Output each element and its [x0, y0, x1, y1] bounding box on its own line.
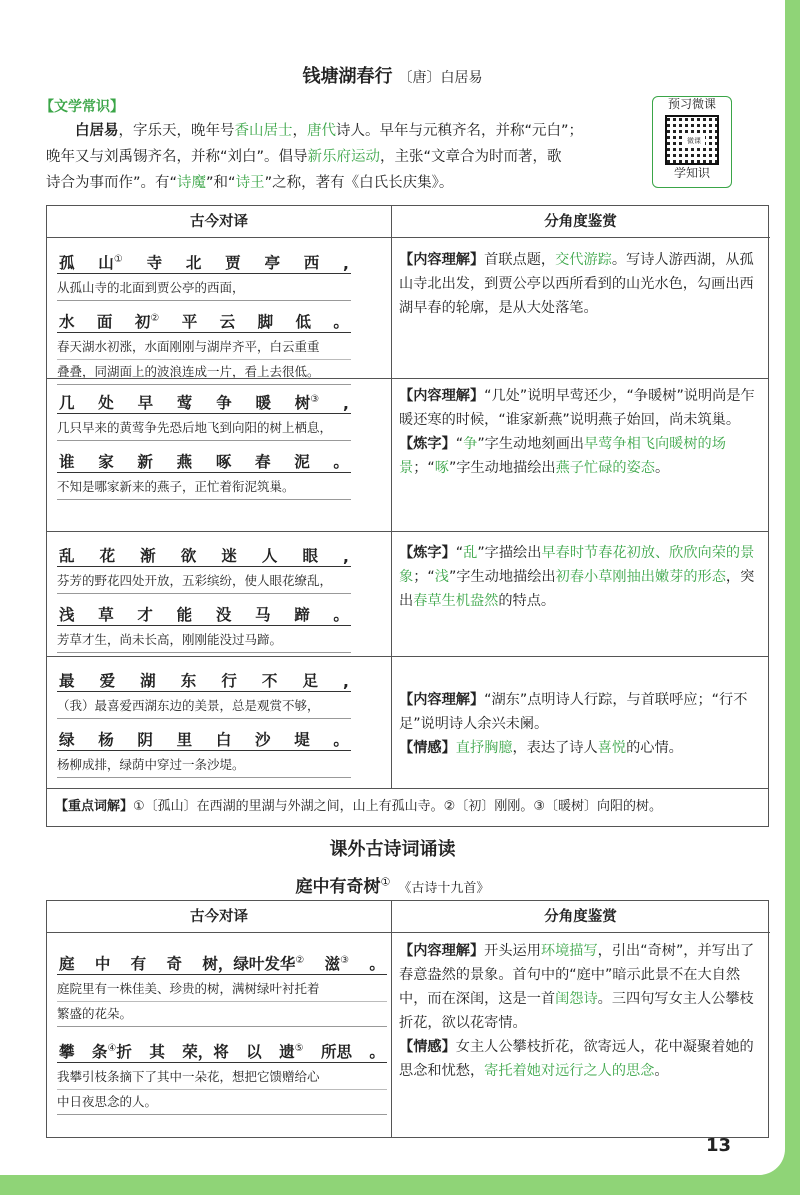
text-run: ，表达了诗人	[512, 740, 598, 756]
section-label: 【文学常识】	[40, 99, 124, 115]
footnote-mark: ④	[107, 1042, 117, 1054]
text-run: “	[455, 436, 464, 452]
poem-char: 足	[302, 672, 318, 690]
poem-char: 乱	[59, 547, 75, 565]
text-run: 浅	[434, 569, 449, 585]
poem-char: 初②	[134, 312, 160, 331]
text-run: 早莺争相飞向暖树的场景	[399, 436, 726, 476]
text-run: 啄	[434, 460, 449, 476]
translation-cell	[57, 242, 351, 385]
text-run: 。三四句写女主人公攀枝折花，欲以花寄情。	[399, 991, 754, 1031]
translation-line: 庭院里有一株佳美、珍贵的树，满树绿叶衬托着	[57, 977, 387, 1002]
translation-text	[57, 753, 351, 778]
analysis-para	[399, 541, 763, 613]
text-run: 初春小草刚抽出嫩芽的形态	[555, 569, 726, 585]
poem-char: 。	[369, 1043, 385, 1061]
footnote-mark: ⑤	[294, 1042, 304, 1054]
poem2-table	[46, 900, 769, 1138]
poem-char: 没	[215, 606, 232, 624]
footnote-mark: ②	[295, 954, 305, 966]
text-run: 女主人公攀枝折花，欲寄远人，花中凝聚着她的思念和忧愁，	[399, 1039, 754, 1079]
poem-line	[57, 600, 351, 626]
text-run: 开头运用	[484, 943, 541, 959]
analysis-tag: 【内容理解】	[399, 388, 485, 404]
poem-char: 其	[149, 1043, 165, 1061]
poem2-title	[0, 872, 785, 897]
poem-char: 暖	[255, 394, 271, 412]
analysis-cell	[399, 688, 763, 760]
poem-line	[57, 1037, 387, 1063]
poem-char: 阴	[137, 731, 153, 749]
side-tab	[785, 0, 800, 1195]
poem-char: 迷	[221, 547, 237, 565]
poem-char: 脚	[257, 313, 274, 331]
analysis-tag: 【内容理解】	[399, 252, 485, 268]
analysis-para	[399, 432, 763, 480]
text-run: 诗人。早年与元稹齐名，并称“元白”；	[336, 123, 584, 139]
poem-char: 堤	[294, 731, 310, 749]
column-divider	[391, 206, 392, 788]
poem-char: 遗⑤	[279, 1042, 304, 1061]
analysis-cell	[399, 541, 763, 613]
poem-char: ,	[343, 548, 349, 566]
poem-char: 里	[176, 731, 193, 749]
poem-char: 。	[333, 606, 349, 624]
poem2-title-text: 庭中有奇树①	[295, 875, 391, 897]
translation-cell	[57, 535, 351, 653]
poem-line	[57, 949, 387, 975]
poem2-author: 《古诗十九首》	[398, 881, 490, 896]
text-run: 早春时节春花初放、欣欣向荣的景象	[399, 545, 755, 585]
text-run: 寄托着她对远行之人的思念	[484, 1063, 655, 1079]
analysis-tag: 【情感】	[399, 1039, 456, 1055]
poem-char: 山①	[98, 253, 123, 272]
text-run: 燕子忙碌的姿态	[555, 460, 655, 476]
text-run: 的心情。	[626, 740, 683, 756]
poem-char: 莺	[176, 394, 193, 412]
text-run: 香山居士	[234, 123, 293, 139]
poem-char: 处	[98, 394, 114, 412]
poem-char: 有	[130, 955, 147, 973]
analysis-cell	[399, 939, 763, 1083]
poem-char: 浅	[59, 606, 75, 624]
text-run: 。	[654, 460, 670, 476]
text-run: 的特点。	[498, 593, 556, 609]
text-run: ”字生动地刻画出	[477, 436, 584, 452]
text-run: 首联点题，	[484, 252, 556, 268]
poem-char: 争	[216, 394, 232, 412]
analysis-para	[399, 1035, 763, 1083]
poem-char: 早	[137, 394, 154, 412]
text-run: ；“	[413, 460, 435, 476]
qr-badge: 微课	[683, 135, 705, 147]
translation-line: 繁盛的花朵。	[57, 1006, 133, 1021]
poem-char: 人	[261, 547, 278, 565]
poem-char: 。	[333, 313, 349, 331]
poem-char: 云	[219, 313, 236, 331]
poem-char: 不	[261, 672, 278, 690]
analysis-para	[399, 939, 763, 1035]
analysis-para	[399, 248, 763, 320]
translation-line: 我攀引枝条摘下了其中一朵花，想把它馈赠给心	[57, 1065, 387, 1090]
header-right: 分角度鉴赏	[391, 206, 770, 238]
poem-line	[57, 541, 351, 567]
key-words-notes	[47, 790, 662, 823]
translation-cell	[57, 939, 387, 1115]
analysis-tag: 【炼字】	[399, 545, 456, 561]
poem-line	[57, 248, 351, 274]
poem-char: ,	[343, 673, 349, 691]
text-run: 春草生机盎然	[413, 593, 499, 609]
translation-text	[57, 569, 351, 594]
text-run: 诗合为事而作”。有“	[46, 175, 178, 191]
poem-title	[0, 62, 785, 88]
text-run: ”字生动地描绘出	[448, 460, 556, 476]
poem-char: ,	[343, 255, 349, 273]
poem-char: 才	[137, 606, 153, 624]
text-run: 。	[654, 1063, 669, 1079]
text-run: 白居易	[75, 123, 119, 139]
poem-line	[57, 447, 351, 473]
text-run: ”字生动地描绘出	[448, 569, 556, 585]
page-number: 13	[706, 1135, 732, 1156]
poem-char: 新	[137, 453, 153, 471]
poem-author: 〔唐〕白居易	[398, 70, 483, 86]
text-run: 诗魔	[177, 175, 207, 191]
text-run: ，突出	[399, 569, 755, 609]
poem-char: 。	[369, 955, 385, 973]
row-divider	[47, 378, 768, 379]
text-run: 闺怨诗	[555, 991, 598, 1007]
poem-char: 平	[181, 313, 198, 331]
footnote-mark: ③	[310, 393, 320, 405]
poem-char: 草	[98, 606, 114, 624]
author-intro	[46, 118, 646, 196]
column2-divider	[391, 901, 392, 1137]
qr-code-icon[interactable]	[665, 115, 719, 165]
poem-char: 低	[295, 313, 312, 331]
poem-title-text: 钱塘湖春行	[302, 66, 393, 87]
poem-char: 贾	[225, 254, 241, 272]
translation-line: 从孤山寺的北面到贾公亭的西面，	[57, 280, 245, 295]
text-run: 诗王	[235, 175, 265, 191]
translation-text	[57, 1065, 387, 1115]
text-run: ”之称，著有《白氏长庆集》。	[264, 175, 454, 191]
poem-char: ,	[343, 395, 349, 413]
notes-divider	[47, 788, 768, 789]
poem-line	[57, 307, 351, 333]
text-run: 新乐府运动	[307, 149, 381, 165]
text-run: 喜悦	[597, 740, 627, 756]
text-run: 争	[463, 436, 478, 452]
poem-char: 条④折	[91, 1042, 132, 1061]
poem-char: 啄	[215, 453, 232, 471]
text-run: ，字乐天，晚年号	[118, 123, 235, 139]
poem-char: 泥	[294, 453, 310, 471]
translation-text	[57, 475, 351, 500]
translation-line: 春天湖水初涨，水面刚刚与湖岸齐平，白云重重	[57, 335, 351, 360]
poem-char: 庭	[59, 955, 75, 973]
poem-char: 寺	[146, 254, 163, 272]
translation-cell	[57, 660, 351, 778]
poem-char: 行	[221, 672, 237, 690]
poem-char: 树，绿叶发华②	[202, 954, 305, 973]
analysis-cell	[399, 248, 763, 320]
text-run: ”和“	[206, 175, 236, 191]
text-run: 唐代	[307, 123, 336, 139]
poem-char: 燕	[176, 453, 193, 471]
poem-char: 沙	[255, 731, 271, 749]
poem-char: 水	[59, 313, 75, 331]
poem-char: 亭	[264, 254, 280, 272]
poem-char: 湖	[140, 672, 156, 690]
translation-text	[57, 694, 351, 719]
text-run: “几处”说明早莺还少，“争暖树”说明尚是乍暖还寒的时候，“谁家新燕”说明燕子始回，尚未筑巢。	[399, 388, 755, 428]
text-run: ，	[292, 123, 307, 139]
poem-char: 北	[185, 254, 202, 272]
poem-char: 家	[98, 453, 114, 471]
translation-line: 叠叠，同湖面上的波浪连成一片，看上去很低。	[57, 364, 320, 379]
intro-line	[46, 170, 646, 196]
footnote-mark: ①	[380, 875, 391, 889]
analysis-tag: 【情感】	[399, 740, 456, 756]
notes-tag: 【重点词解】	[55, 799, 134, 814]
translation-line: 芬芳的野花四处开放，五彩缤纷，使人眼花缭乱，	[57, 573, 333, 588]
poem-char: 杨	[98, 731, 114, 749]
footnote-mark: ①	[113, 253, 123, 265]
poem-char: 西	[303, 254, 320, 272]
poem-char: 渐	[140, 547, 156, 565]
poem-char: 蹄	[294, 606, 310, 624]
poem-char: 谁	[59, 453, 75, 471]
translation-text	[57, 416, 351, 441]
poem-char: 花	[99, 547, 116, 565]
analysis-tag: 【内容理解】	[399, 943, 485, 959]
translation-text	[57, 628, 351, 653]
poem-char: 。	[333, 453, 349, 471]
analysis-tag: 【炼字】	[399, 436, 456, 452]
text-run: ”字描绘出	[477, 545, 542, 561]
poem-char: 树③	[294, 393, 320, 412]
poem-line	[57, 725, 351, 751]
poem-char: 。	[333, 731, 349, 749]
poem-char: 所思	[320, 1043, 352, 1061]
text-run: 。写诗人游西湖，从孤山寺北出发，到贾公亭以西所看到的山光水色，勾画出西湖早春的轮廓，是从大处落笔。	[399, 252, 754, 316]
translation-line: 几只早来的黄莺争先恐后地飞到向阳的树上栖息，	[57, 420, 333, 435]
analysis-para	[399, 384, 763, 432]
text-run: ，主张“文章合为时而著，歌	[380, 149, 562, 165]
poem-line	[57, 388, 351, 414]
poem-char: 爱	[99, 672, 116, 690]
row-divider	[47, 531, 768, 532]
poem-char: 绿	[59, 731, 75, 749]
poem-char: 孤	[59, 254, 75, 272]
poem-char: 攀	[59, 1043, 75, 1061]
poem-table	[46, 205, 769, 827]
translation-line: 芳草才生，尚未长高，刚刚能没过马蹄。	[57, 632, 283, 647]
poem-char: 奇	[166, 955, 182, 973]
poem-char: 荣，将	[182, 1043, 229, 1061]
footnote-mark: ②	[150, 312, 160, 324]
poem-char: 能	[176, 606, 193, 624]
translation-line: 杨柳成排，绿荫中穿过一条沙堤。	[57, 757, 245, 772]
poem-char: 白	[215, 731, 232, 749]
poem-line	[57, 666, 351, 692]
qr-top-label: 预习微课	[667, 97, 716, 111]
poem-char: 滋③	[324, 954, 350, 973]
qr-panel[interactable]	[652, 96, 732, 188]
header2-right: 分角度鉴赏	[391, 901, 770, 933]
translation-text	[57, 977, 387, 1027]
poem-char: 最	[59, 672, 75, 690]
text-run: “湖东”点明诗人行踪，与首联呼应；“行不足”说明诗人余兴未阑。	[399, 692, 748, 732]
poem-char: 以	[246, 1043, 262, 1061]
translation-line: （我）最喜爱西湖东边的美景，总是观赏不够，	[57, 698, 320, 713]
text-run: ；“	[413, 569, 435, 585]
poem-char: 面	[96, 313, 113, 331]
translation-text	[57, 276, 351, 301]
analysis-para	[399, 736, 763, 760]
translation-line: 中日夜思念的人。	[57, 1094, 158, 1109]
text-run: 晚年又与刘禹锡齐名，并称“刘白”。倡导	[46, 149, 308, 165]
header-left: 古今对译	[47, 206, 391, 238]
text-run: 乱	[463, 545, 478, 561]
poem-char: 中	[94, 955, 111, 973]
intro-line	[46, 118, 646, 144]
poem-char: 眼	[302, 547, 318, 565]
analysis-tag: 【内容理解】	[399, 692, 485, 708]
translation-line: 不知是哪家新来的燕子，正忙着衔泥筑巢。	[57, 479, 295, 494]
translation-cell	[57, 382, 351, 500]
intro-line	[46, 144, 646, 170]
section-title: 课外古诗词诵读	[329, 839, 456, 860]
analysis-para	[399, 688, 763, 736]
poem-char: 春	[255, 453, 271, 471]
poem-char: 东	[180, 672, 197, 690]
text-run: 交代游踪	[555, 252, 612, 268]
row-divider	[47, 656, 768, 657]
header2-left: 古今对译	[47, 901, 391, 933]
footnote-mark: ③	[340, 954, 350, 966]
text-run: “	[455, 545, 464, 561]
analysis-cell	[399, 384, 763, 480]
text-run: 直抒胸臆	[455, 740, 513, 756]
poem-char: 马	[255, 606, 271, 624]
poem-char: 欲	[180, 547, 197, 565]
poem-char: 几	[59, 394, 75, 412]
qr-bottom-label: 学知识	[673, 166, 710, 180]
text-run: 环境描写	[540, 943, 598, 959]
text-run: ，引出“奇树”，并写出了春意盎然的景象。首句中的“庭中”暗示此景不在大自然中，而在深闺，这是一首	[399, 943, 755, 1007]
notes-text: ①〔孤山〕在西湖的里湖与外湖之间，山上有孤山寺。②〔初〕刚刚。③〔暖树〕向阳的树。	[133, 799, 662, 814]
